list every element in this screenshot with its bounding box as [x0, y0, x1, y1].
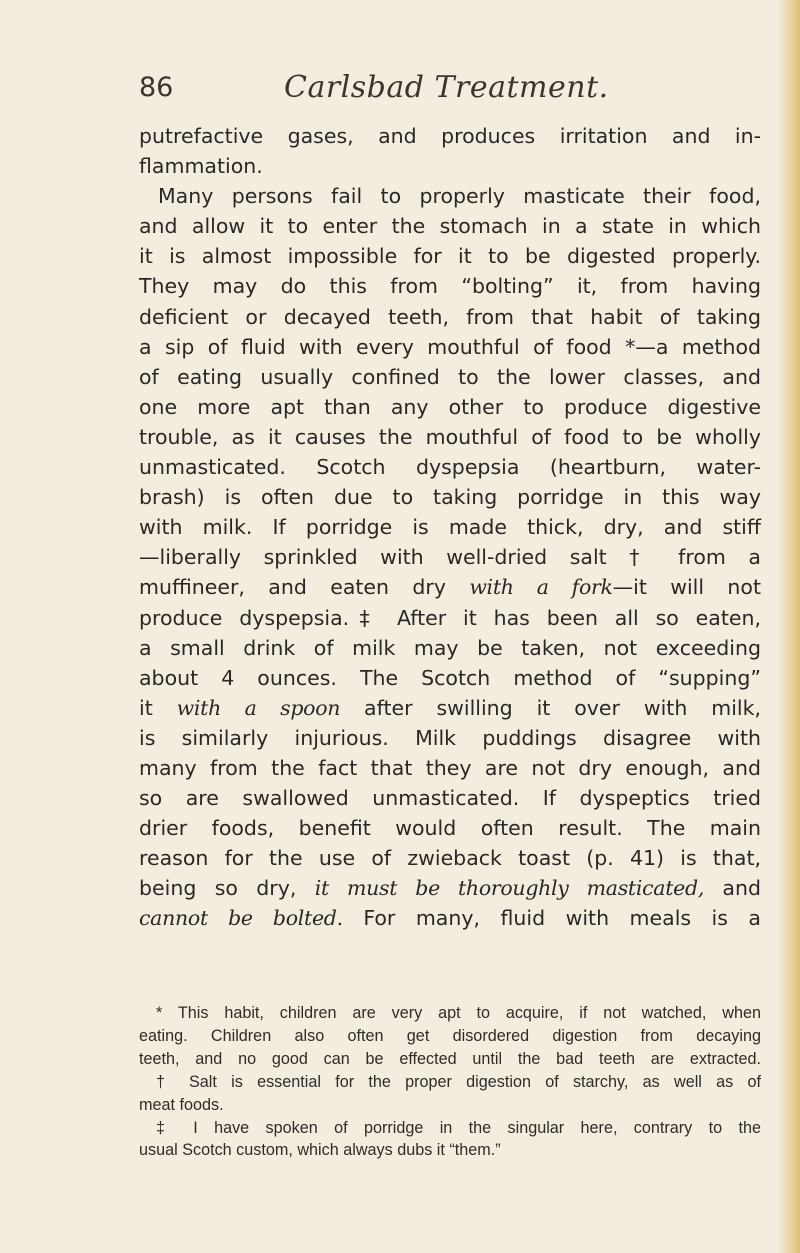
- italic-text: cannot be bolted.: [139, 906, 343, 931]
- text-line: trouble, as it causes the mouthful of food to be wholly: [139, 424, 761, 449]
- text-segment: being so dry,: [139, 876, 297, 901]
- text-line: brash) is often due to taking porridge in this way: [139, 485, 761, 510]
- text-line: flammation.: [139, 154, 263, 179]
- footnote-line: ‡ I have spoken of porridge in the singular here, contrary to the: [156, 1118, 761, 1137]
- footnote-line: teeth, and no good can be effected until the bad teeth are extracted.: [139, 1049, 761, 1068]
- text-line: Many persons fail to properly masticate their food,: [158, 184, 761, 209]
- footnote-line: † Salt is essential for the proper digestion of starchy, as well as of: [156, 1072, 761, 1091]
- footnote-line: eating. Children also often get disordered digestion from decaying: [139, 1026, 761, 1045]
- text-segment: after swilling it over with milk,: [364, 695, 761, 720]
- text-line: a small drink of milk may be taken, not exceeding: [139, 635, 761, 660]
- text-line: with milk. If porridge is made thick, dry, and stiff: [139, 515, 761, 540]
- text-line: one more apt than any other to produce digestive: [139, 394, 761, 419]
- text-line: putrefactive gases, and produces irritation and in-: [139, 124, 761, 148]
- page-number: 86: [139, 72, 174, 103]
- text-line: [139, 572, 761, 602]
- text-line: [139, 903, 761, 933]
- italic-text: with a spoon: [176, 695, 341, 720]
- text-line: [139, 873, 761, 903]
- text-line: and allow it to enter the stomach in a state in which: [139, 214, 761, 239]
- text-line: drier foods, benefit would often result. The main: [139, 816, 761, 841]
- text-line: unmasticated. Scotch dyspepsia (heartburn, water-: [139, 455, 761, 480]
- text-segment: and: [722, 876, 761, 901]
- footnote-line: * This habit, children are very apt to acquire, if not watched, when: [156, 1004, 761, 1022]
- italic-text: with a fork: [469, 575, 613, 600]
- footnotes: [139, 1002, 761, 1162]
- page-edge-shadow: [778, 0, 800, 1253]
- text-segment: muffineer, and eaten dry: [139, 575, 446, 600]
- italic-text: it must be thoroughly masticated,: [314, 876, 705, 901]
- text-line: about 4 ounces. The Scotch method of “supping”: [139, 665, 761, 690]
- text-line: of eating usually confined to the lower classes, and: [139, 364, 761, 389]
- text-segment: For many, fluid with meals is a: [363, 906, 761, 931]
- footnote-line: usual Scotch custom, which always dubs it “them.”: [139, 1141, 501, 1160]
- text-line: deficient or decayed teeth, from that habit of taking: [139, 304, 761, 329]
- running-title: Carlsbad Treatment.: [284, 70, 609, 105]
- text-line: reason for the use of zwieback toast (p. 41) is that,: [139, 846, 761, 871]
- text-line: —liberally sprinkled with well-dried salt † from a: [139, 545, 761, 570]
- text-line: a sip of fluid with every mouthful of food *—a method: [139, 334, 761, 359]
- text-line: so are swallowed unmasticated. If dyspeptics tried: [139, 786, 761, 811]
- page-header: [0, 70, 800, 110]
- body-text: [139, 121, 761, 934]
- text-line: [139, 693, 761, 723]
- footnote-line: meat foods.: [139, 1095, 224, 1114]
- text-line: produce dyspepsia.‡ After it has been all so eaten,: [139, 605, 761, 630]
- text-line: it is almost impossible for it to be digested properly.: [139, 244, 761, 269]
- text-line: They may do this from “bolting” it, from having: [139, 274, 761, 299]
- text-segment: —it will not: [612, 575, 761, 600]
- text-line: is similarly injurious. Milk puddings disagree with: [139, 725, 761, 750]
- text-segment: it: [139, 695, 153, 720]
- text-line: many from the fact that they are not dry enough, and: [139, 755, 761, 780]
